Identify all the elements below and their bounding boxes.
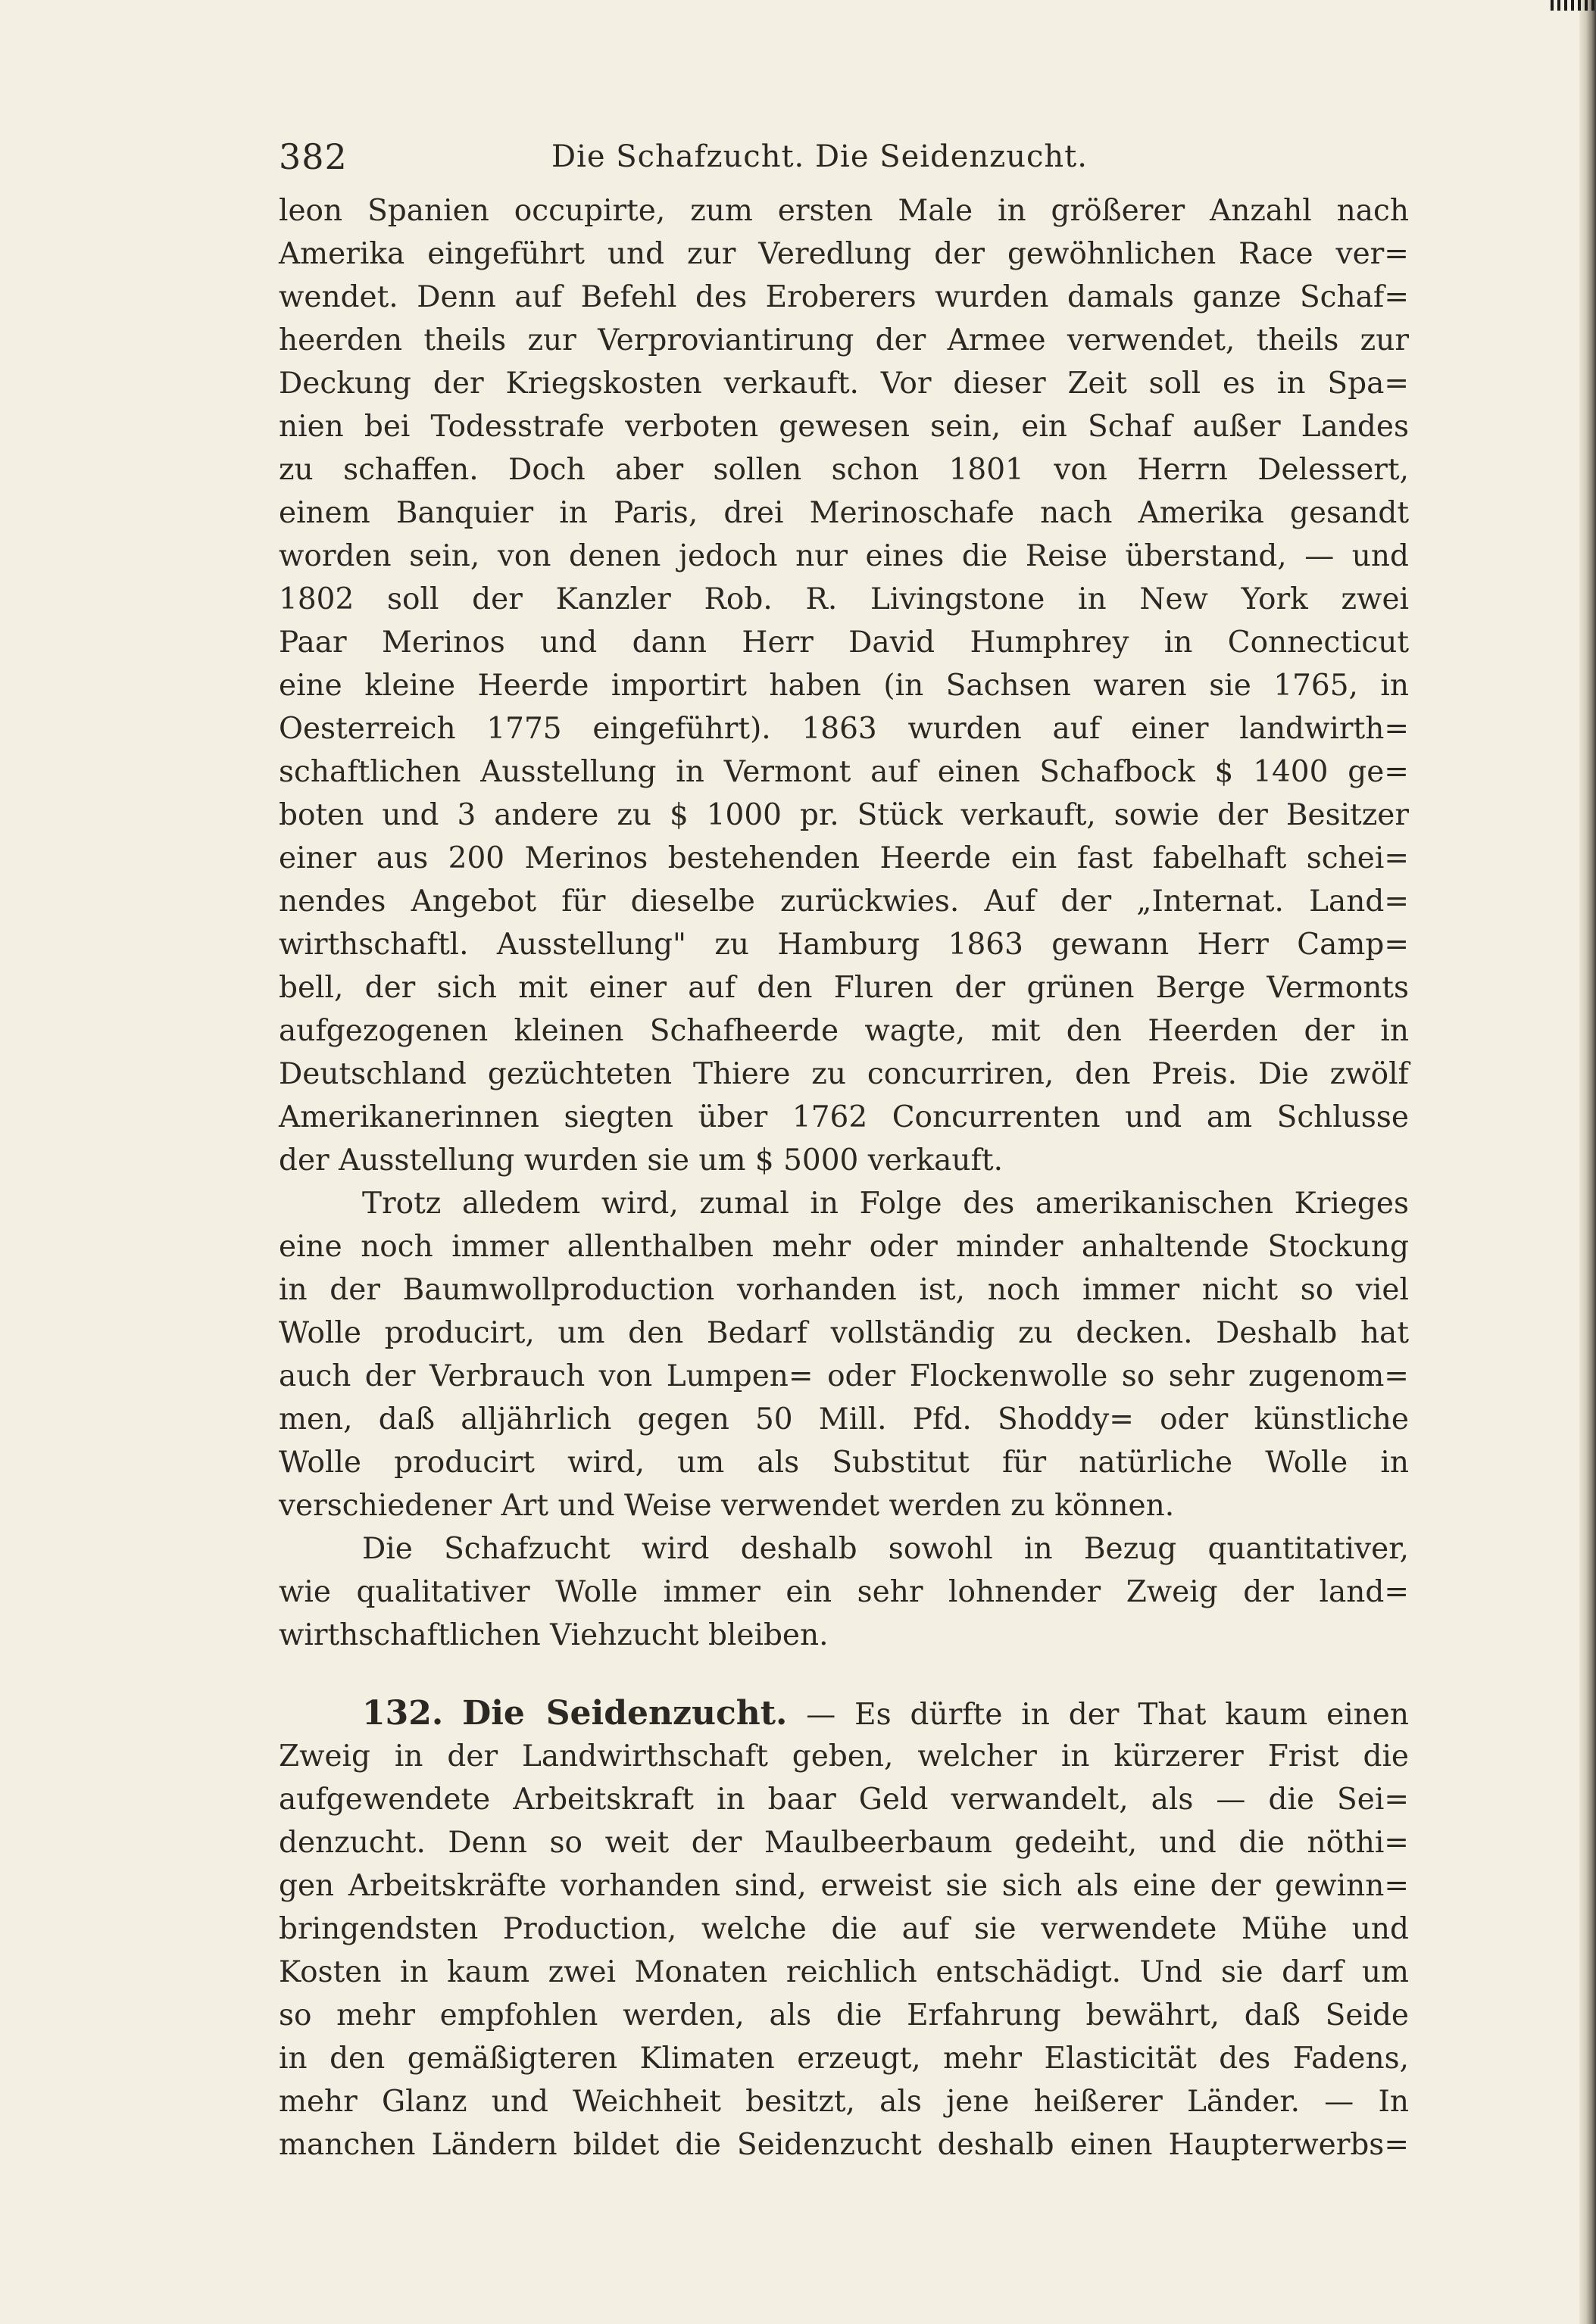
text-line: Amerikanerinnen siegten über 1762 Concurrenten und am Schlusse [279,1100,1409,1134]
section-spacer [279,1657,1409,1692]
text-line: einer aus 200 Merinos bestehenden Heerde ein fast fabelhaft schei= [279,841,1409,875]
text-line: Oesterreich 1775 eingeführt). 1863 wurden auf einer landwirth= [279,712,1409,746]
text-line: einem Banquier in Paris, drei Merinoschafe nach Amerika gesandt [279,496,1409,530]
text-line: Die Schafzucht wird deshalb sowohl in Bezug quantitativer, [362,1532,1409,1566]
text-line: nien bei Todesstrafe verboten gewesen sein, ein Schaf außer Landes [279,410,1409,444]
text-line: mehr Glanz und Weichheit besitzt, als jene heißerer Länder. — In [279,2085,1409,2119]
text-line: Deutschland gezüchteten Thiere zu concurriren, den Preis. Die zwölf [279,1057,1409,1091]
text-line: in den gemäßigteren Klimaten erzeugt, mehr Elasticität des Fadens, [279,2042,1409,2076]
text-line: bell, der sich mit einer auf den Fluren der grünen Berge Vermonts [279,971,1409,1005]
text-line: der Ausstellung wurden sie um $ 5000 verkauft. [279,1143,1003,1178]
text-line: schaftlichen Ausstellung in Vermont auf einen Schafbock $ 1400 ge= [279,755,1409,789]
text-line: gen Arbeitskräfte vorhanden sind, erweist sie sich als eine der gewinn= [279,1869,1409,1903]
text-line: zu schaffen. Doch aber sollen schon 1801 von Herrn Delessert, [279,453,1409,487]
book-page [279,136,1409,2166]
text-line: manchen Ländern bildet die Seidenzucht deshalb einen Haupterwerbs= [279,2128,1409,2162]
paragraph-merino-history [279,189,1409,1182]
section-heading-line [279,1692,1409,1735]
text-line: wendet. Denn auf Befehl des Eroberers wurden damals ganze Schaf= [279,280,1409,314]
text-line: Kosten in kaum zwei Monaten reichlich entschädigt. Und sie darf um [279,1955,1409,1989]
page-header [279,136,1409,189]
text-line: leon Spanien occupirte, zum ersten Male in größerer Anzahl nach [279,194,1409,228]
page-edge-shadow [1579,0,1596,2324]
text-line: Zweig in der Landwirthschaft geben, welcher in kürzerer Frist die [279,1739,1409,1773]
scan-edge-marks [1551,0,1596,11]
text-line: aufgewendete Arbeitskraft in baar Geld verwandelt, als — die Sei= [279,1783,1409,1817]
text-line: Wolle producirt, um den Bedarf vollständig zu decken. Deshalb hat [279,1316,1409,1350]
section-title: Die Seidenzucht. [462,1694,788,1733]
section-first-line-text: — Es dürfte in der That kaum einen [806,1698,1409,1732]
text-line: Wolle producirt wird, um als Substitut für natürliche Wolle in [279,1446,1409,1480]
text-line: heerden theils zur Verproviantirung der Armee verwendet, theils zur [279,323,1409,357]
text-line: denzucht. Denn so weit der Maulbeerbaum gedeiht, und die nöthi= [279,1826,1409,1860]
text-line: Trotz alledem wird, zumal in Folge des amerikanischen Krieges [362,1187,1409,1221]
text-line: bringendsten Production, welche die auf sie verwendete Mühe und [279,1912,1409,1946]
text-line: eine noch immer allenthalben mehr oder minder anhaltende Stockung [279,1230,1409,1264]
text-line: boten und 3 andere zu $ 1000 pr. Stück verkauft, sowie der Besitzer [279,798,1409,832]
text-line: auch der Verbrauch von Lumpen= oder Flockenwolle so sehr zugenom= [279,1359,1409,1393]
text-line: wirthschaftlichen Viehzucht bleiben. [279,1618,829,1652]
page-number: 382 [279,136,348,177]
text-line: men, daß alljährlich gegen 50 Mill. Pfd. Shoddy= oder künstliche [279,1402,1409,1437]
text-line: wie qualitativer Wolle immer ein sehr lohnender Zweig der land= [279,1575,1409,1609]
text-line: worden sein, von denen jedoch nur eines die Reise überstand, — und [279,539,1409,573]
paragraph-conclusion [279,1527,1409,1657]
running-title: Die Schafzucht. Die Seidenzucht. [551,139,1088,174]
section-silk-farming [279,1692,1409,2166]
text-line: wirthschaftl. Ausstellung" zu Hamburg 1863 gewann Herr Camp= [279,928,1409,962]
section-number: 132. [362,1694,444,1733]
text-line: 1802 soll der Kanzler Rob. R. Livingstone in New York zwei [279,582,1409,616]
text-line: in der Baumwollproduction vorhanden ist, noch immer nicht so viel [279,1273,1409,1307]
text-line: Deckung der Kriegskosten verkauft. Vor dieser Zeit soll es in Spa= [279,367,1409,401]
text-line: verschiedener Art und Weise verwendet werden zu können. [279,1489,1175,1523]
text-line: so mehr empfohlen werden, als die Erfahrung bewährt, daß Seide [279,1998,1409,2032]
text-line: Amerika eingeführt und zur Veredlung der gewöhnlichen Race ver= [279,237,1409,271]
text-line: eine kleine Heerde importirt haben (in Sachsen waren sie 1765, in [279,669,1409,703]
text-line: aufgezogenen kleinen Schafheerde wagte, mit den Heerden der in [279,1014,1409,1048]
paragraph-wool-demand [279,1182,1409,1527]
text-line: Paar Merinos und dann Herr David Humphrey in Connecticut [279,625,1409,660]
text-line: nendes Angebot für dieselbe zurückwies. Auf der „Internat. Land= [279,884,1409,919]
